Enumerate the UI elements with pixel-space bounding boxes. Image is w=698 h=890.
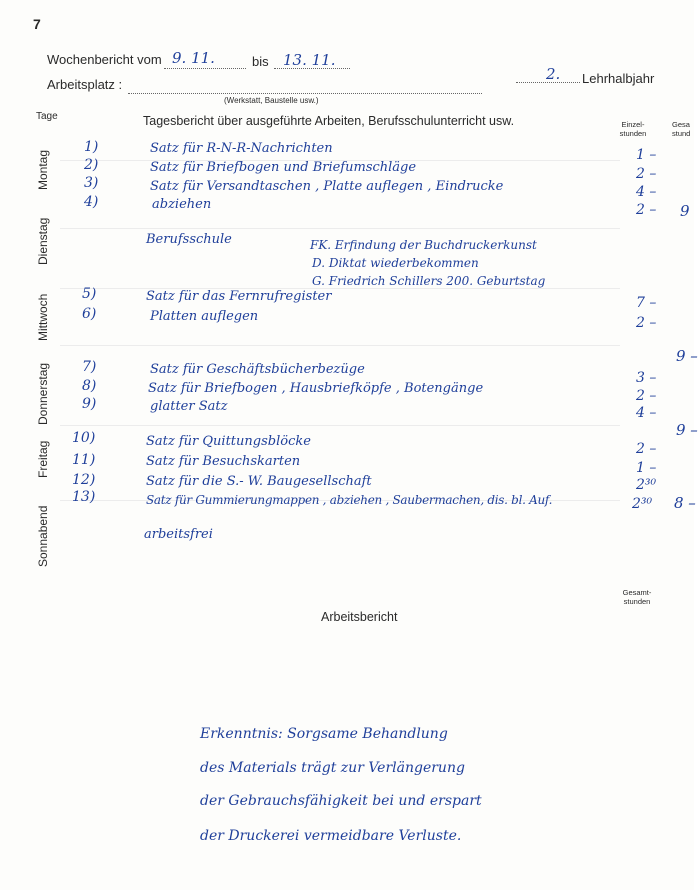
half-year-label: Lehrhalbjahr [582, 71, 655, 86]
day-dienstag: Dienstag [36, 217, 50, 265]
gesamt-footer-line1: Gesamt- [622, 588, 652, 597]
entry-hours: 1 – [636, 460, 657, 476]
entry-hours: 3 – [636, 370, 657, 386]
day-freitag: Freitag [36, 440, 50, 478]
entry-number: 8) [82, 378, 97, 394]
entry-number: 9) [82, 396, 97, 412]
entry-hours: 1 – [636, 147, 657, 163]
report-line: Erkenntnis: Sorgsame Behandlung [200, 726, 448, 742]
day-donnerstag: Donnerstag [36, 362, 50, 425]
entry-number: 12) [72, 472, 96, 488]
entry-number: 5) [82, 286, 97, 302]
date-from: 9. 11. [172, 49, 215, 67]
day-sonnabend: Sonnabend [36, 505, 50, 567]
entry-number: 3) [84, 175, 99, 191]
gesamt-header-line1: Gesa [672, 120, 690, 129]
entry-text: Satz für Quittungsblöcke [146, 434, 311, 449]
free-day: arbeitsfrei [144, 527, 213, 542]
entry-hours: 2 – [636, 166, 657, 182]
date-to: 13. 11. [283, 51, 336, 69]
report-line: der Druckerei vermeidbare Verluste. [200, 828, 462, 844]
workplace-line [128, 93, 482, 94]
gesamt-footer-line2: stunden [623, 597, 651, 606]
entry-number: 13) [72, 489, 96, 505]
total-montag: 9 [680, 202, 690, 220]
entry-number: 1) [84, 139, 99, 155]
entry-hours: 4 – [636, 405, 657, 421]
gesamt-header [672, 120, 690, 138]
entry-number: 10) [72, 430, 96, 446]
entry-hours: 4 – [636, 184, 657, 200]
report-line: des Materials trägt zur Verlängerung [200, 760, 465, 776]
entry-hours: 2 – [636, 388, 657, 404]
entry-text: Satz für Geschäftsbücherbezüge [150, 362, 365, 377]
rule-line [60, 288, 620, 289]
half-year-value: 2. [546, 65, 561, 83]
workplace-label: Arbeitsplatz : [47, 77, 123, 92]
school-fk: FK. Erfindung der Buchdruckerkunst [310, 238, 537, 252]
entry-number: 2) [84, 157, 99, 173]
total-donnerstag: 9 – [676, 421, 698, 439]
total-mittwoch: 9 – [676, 347, 698, 365]
days-column-header: Tage [36, 111, 58, 122]
entry-hours: 2³⁰ [636, 477, 657, 493]
day-montag: Montag [36, 149, 50, 190]
total-freitag: 8 – [674, 494, 696, 512]
day-mittwoch: Mittwoch [36, 293, 50, 341]
entry-hours: 2³⁰ [632, 496, 653, 512]
entry-text: Satz für Besuchskarten [146, 454, 301, 469]
report-column-header: Tagesbericht über ausgeführte Arbeiten, Berufsschulunterricht usw. [143, 114, 515, 128]
gesamt-footer [621, 588, 653, 606]
entry-hours: 2 – [636, 441, 657, 457]
entry-text: Satz für das Fernrufregister [146, 289, 332, 304]
entry-number: 6) [82, 306, 97, 322]
report-line: der Gebrauchsfähigkeit bei und erspart [200, 793, 482, 809]
entry-text: Platten auflegen [150, 309, 259, 324]
report-title: Arbeitsbericht [321, 610, 398, 624]
school-d: D. Diktat wiederbekommen [312, 256, 479, 270]
rule-line [60, 228, 620, 229]
entry-number: 11) [72, 452, 96, 468]
entry-text: Satz für Gummierungmappen , abziehen , Saubermachen, dis. bl. Auf. [146, 493, 553, 507]
entry-text: Satz für Versandtaschen , Platte auflegen , Eindrucke [150, 179, 504, 194]
gesamt-header-line2: stund [672, 129, 691, 138]
rule-line [60, 425, 620, 426]
entry-number: 4) [84, 194, 99, 210]
entry-text: Satz für die S.- W. Baugesellschaft [146, 474, 372, 489]
entry-hours: 7 – [636, 295, 657, 311]
einzel-header-line2: stunden [619, 129, 647, 138]
einzel-header-line1: Einzel- [621, 120, 645, 129]
entry-text: Satz für R-N-R-Nachrichten [150, 141, 333, 156]
workplace-note: (Werkstatt, Baustelle usw.) [224, 96, 319, 105]
bis-label: bis [252, 54, 269, 69]
rule-line [60, 345, 620, 346]
entry-text: abziehen [152, 197, 212, 212]
date-from-line [164, 68, 246, 69]
entry-text: Satz für Briefbogen und Briefumschläge [150, 160, 417, 175]
entry-text: Satz für Briefbogen , Hausbriefköpfe , Botengänge [148, 381, 484, 396]
school-label: Berufsschule [146, 232, 232, 247]
entry-number: 7) [82, 359, 97, 375]
school-g: G. Friedrich Schillers 200. Geburtstag [312, 274, 546, 288]
entry-hours: 2 – [636, 315, 657, 331]
entry-text: glatter Satz [150, 399, 228, 414]
page-number: 7 [33, 16, 41, 32]
einzel-header [618, 120, 648, 138]
week-label: Wochenbericht vom [47, 52, 162, 67]
entry-hours: 2 – [636, 202, 657, 218]
